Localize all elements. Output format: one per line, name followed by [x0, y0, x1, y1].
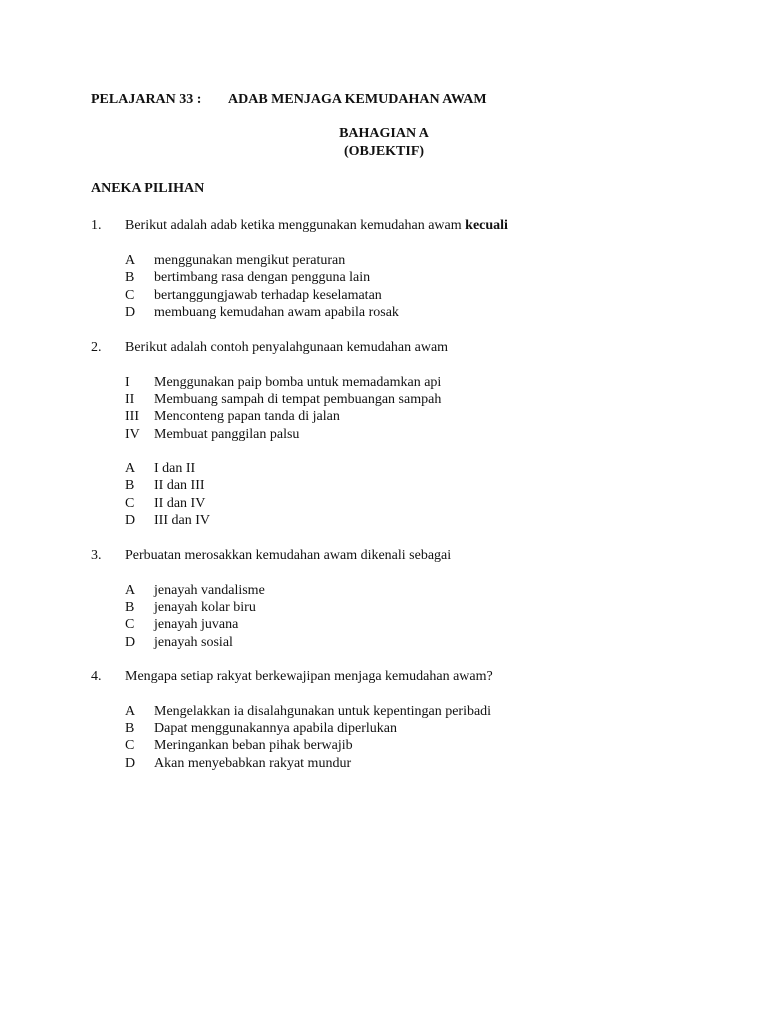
statement-text: Membuat panggilan palsu: [154, 427, 300, 442]
option-letter: C: [125, 738, 135, 753]
option-text: I dan II: [154, 461, 196, 476]
option-text: bertimbang rasa dengan pengguna lain: [154, 270, 371, 285]
option-text: Akan menyebabkan rakyat mundur: [154, 756, 352, 771]
statement-numeral: II: [125, 392, 135, 407]
option-text: jenayah juvana: [154, 617, 239, 632]
question-number: 4.: [91, 669, 102, 684]
question-text: [125, 217, 508, 234]
option-text: jenayah vandalisme: [154, 583, 265, 598]
option-letter: D: [125, 756, 136, 771]
option-text: III dan IV: [154, 513, 210, 528]
option-letter: A: [125, 253, 136, 268]
statement-text: Membuang sampah di tempat pembuangan sampah: [154, 392, 442, 407]
question-stem: Berikut adalah adab ketika menggunakan kemudahan awam: [125, 218, 462, 233]
option-text: jenayah sosial: [154, 635, 233, 650]
option-letter: B: [125, 478, 135, 493]
option-letter: A: [125, 583, 136, 598]
question-number: 2.: [91, 340, 102, 355]
option-text: II dan IV: [154, 496, 206, 511]
option-letter: C: [125, 617, 135, 632]
statement-numeral: IV: [125, 427, 140, 442]
question-text: Perbuatan merosakkan kemudahan awam dikenali sebagai: [125, 548, 452, 563]
section-subheading: (OBJEKTIF): [343, 144, 425, 159]
lesson-number: PELAJARAN 33 :: [91, 92, 202, 107]
category-heading: ANEKA PILIHAN: [91, 181, 205, 196]
question-number: 3.: [91, 548, 102, 563]
question-number: 1.: [91, 218, 102, 233]
statement-numeral: I: [125, 375, 130, 390]
option-letter: C: [125, 496, 135, 511]
option-letter: D: [125, 305, 136, 320]
question-text: Mengapa setiap rakyat berkewajipan menjaga kemudahan awam?: [125, 669, 493, 684]
statement-text: Menconteng papan tanda di jalan: [154, 409, 340, 424]
question-emphasis: kecuali: [465, 218, 508, 233]
option-letter: B: [125, 721, 135, 736]
option-letter: C: [125, 288, 135, 303]
option-text: Mengelakkan ia disalahgunakan untuk kepentingan peribadi: [154, 704, 492, 719]
option-text: bertanggungjawab terhadap keselamatan: [154, 288, 382, 303]
option-text: Dapat menggunakannya apabila diperlukan: [154, 721, 397, 736]
option-letter: A: [125, 704, 136, 719]
option-text: membuang kemudahan awam apabila rosak: [154, 305, 399, 320]
option-text: Meringankan beban pihak berwajib: [154, 738, 353, 753]
statement-numeral: III: [125, 409, 139, 424]
option-letter: B: [125, 600, 135, 615]
statement-text: Menggunakan paip bomba untuk memadamkan api: [154, 375, 442, 390]
option-letter: D: [125, 635, 136, 650]
option-letter: A: [125, 461, 136, 476]
page-title: ADAB MENJAGA KEMUDAHAN AWAM: [228, 92, 487, 107]
option-letter: B: [125, 270, 135, 285]
option-letter: D: [125, 513, 136, 528]
option-text: menggunakan mengikut peraturan: [154, 253, 346, 268]
option-text: jenayah kolar biru: [154, 600, 256, 615]
section-heading: BAHAGIAN A: [339, 126, 429, 141]
question-text: Berikut adalah contoh penyalahgunaan kemudahan awam: [125, 340, 449, 355]
option-text: II dan III: [154, 478, 205, 493]
